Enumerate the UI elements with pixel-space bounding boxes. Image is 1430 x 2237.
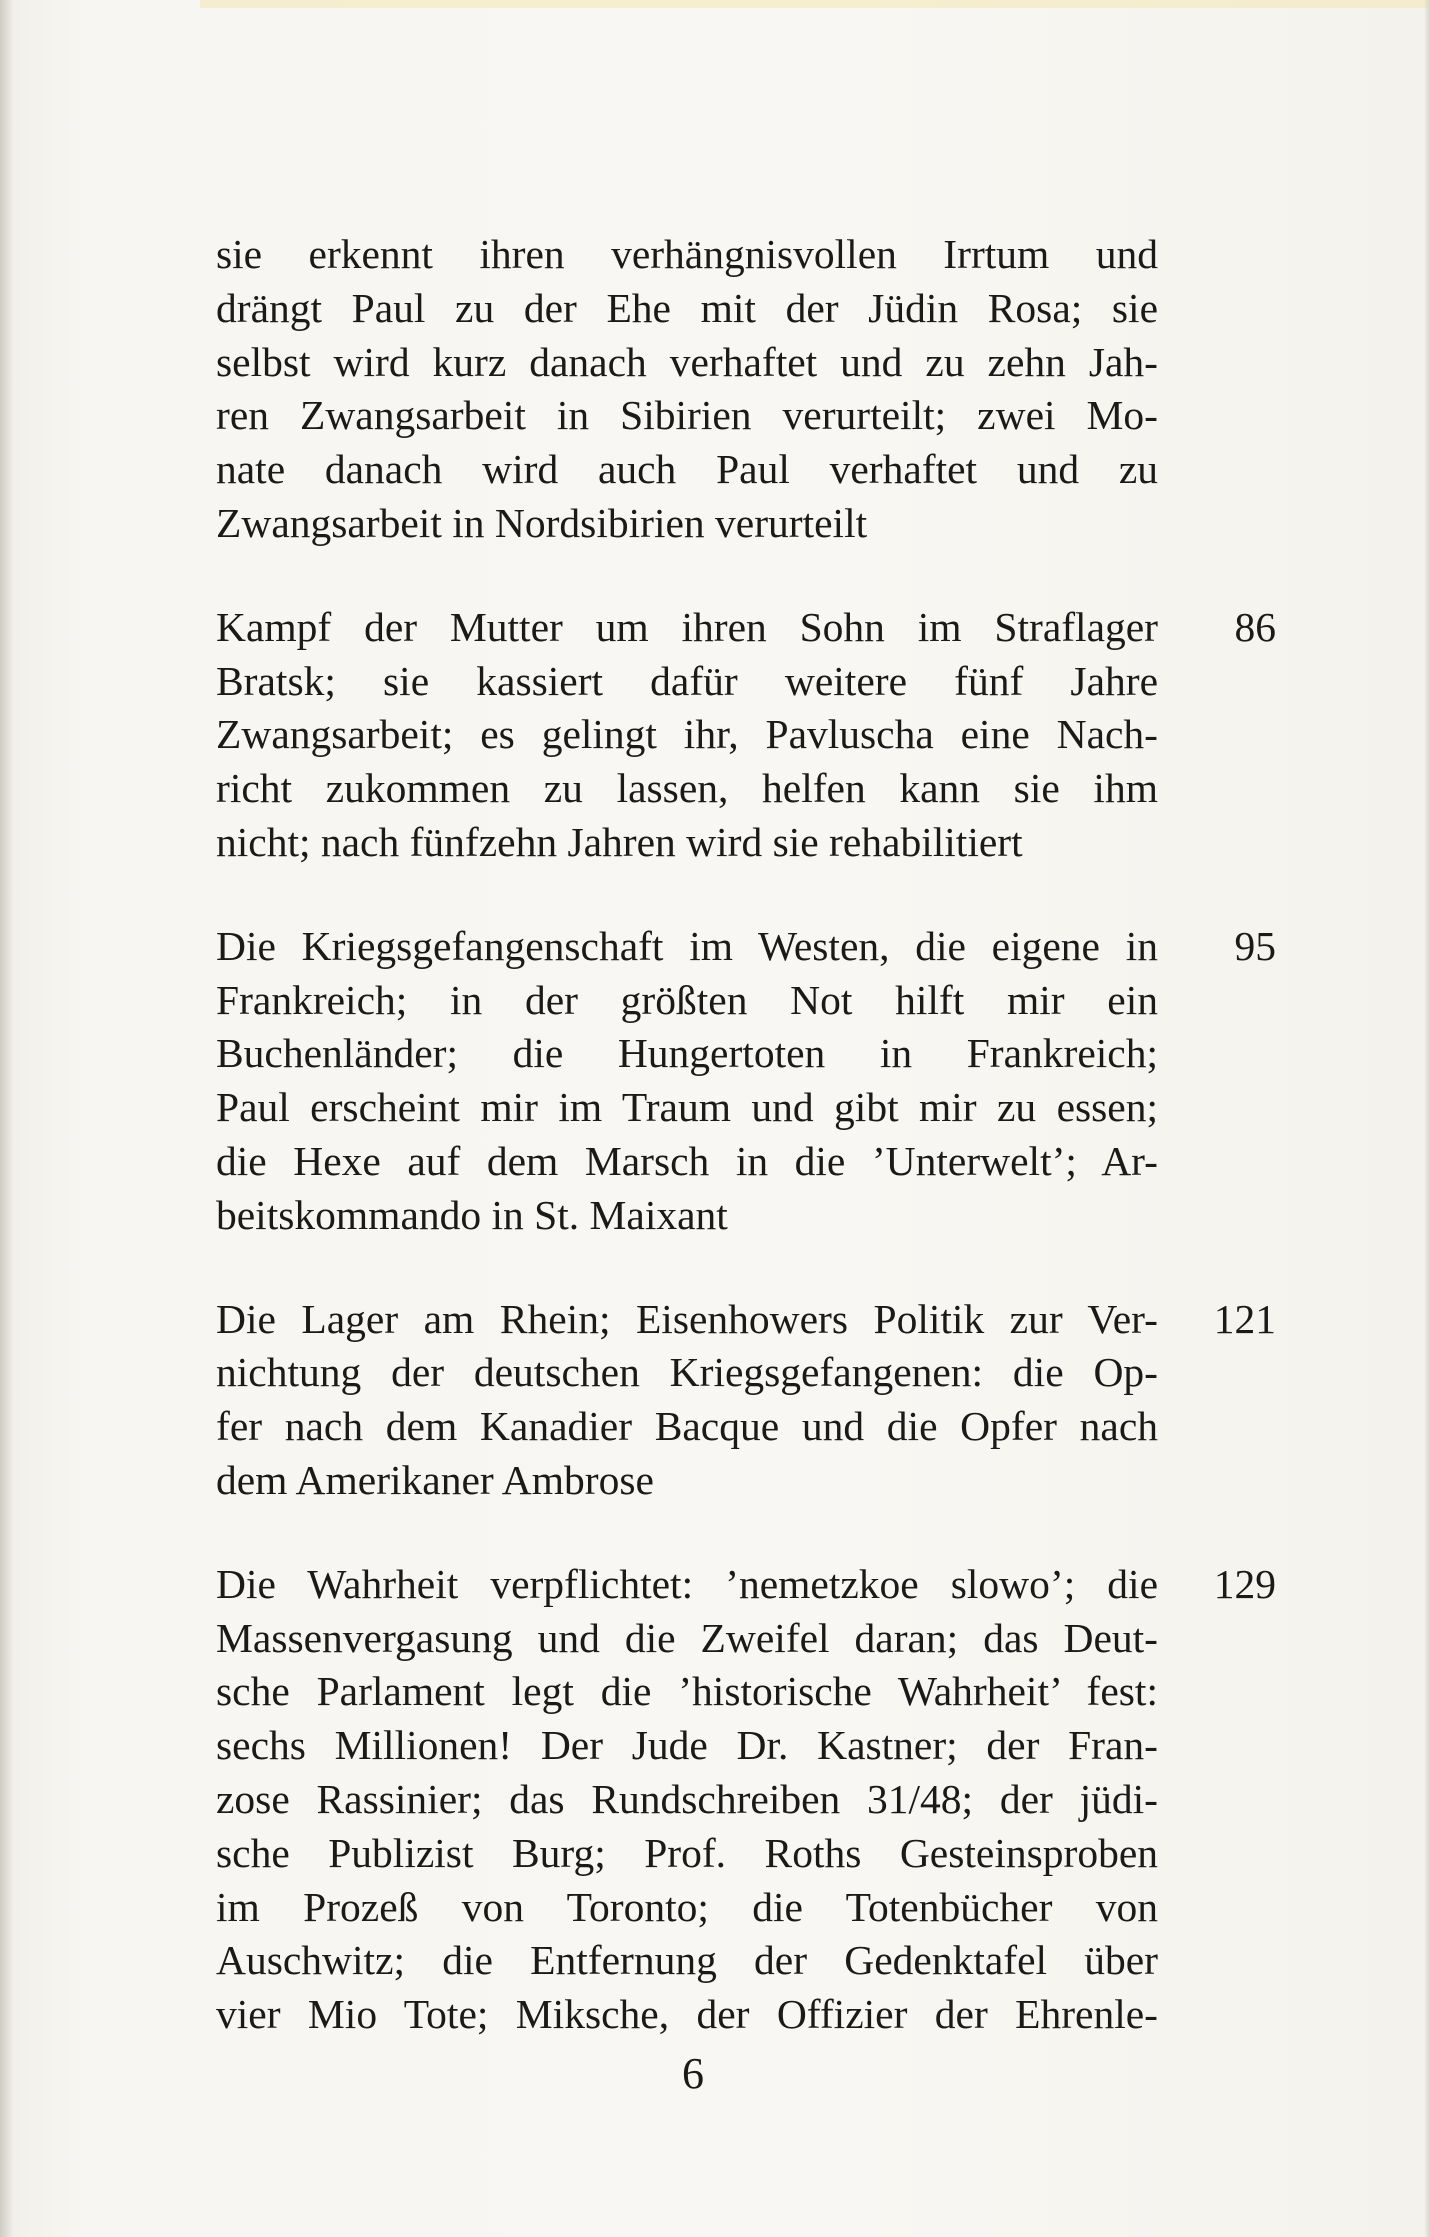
toc-entry-text [216, 228, 1158, 551]
text-line: ren Zwangsarbeit in Sibirien verurteilt; zwei Mo- [216, 392, 1158, 439]
toc-page-number: 95 [1234, 922, 1276, 969]
text-line: nate danach wird auch Paul verhaftet und zu [216, 446, 1158, 493]
page-number-label: 6 [682, 2049, 704, 2098]
text-line: Die Lager am Rhein; Eisenhowers Politik zur Ver- [216, 1295, 1158, 1342]
text-line: Bratsk; sie kassiert dafür weitere fünf Jahre [216, 657, 1158, 704]
text-line: Kampf der Mutter um ihren Sohn im Straflager [216, 603, 1158, 650]
text-line: fer nach dem Kanadier Bacque und die Opfer nach [216, 1403, 1158, 1450]
text-line: nicht; nach fünfzehn Jahren wird sie rehabilitiert [216, 818, 1023, 865]
text-line: dem Amerikaner Ambrose [216, 1456, 654, 1503]
page-right-edge [1424, 0, 1430, 2237]
text-line: Die Wahrheit verpflichtet: ’nemetzkoe slowo’; die [216, 1560, 1158, 1607]
text-line: Auschwitz; die Entfernung der Gedenktafel über [216, 1937, 1158, 1984]
text-line: richt zukommen zu lassen, helfen kann sie ihm [216, 765, 1158, 812]
text-line: Buchenländer; die Hungertoten in Frankreich; [216, 1030, 1158, 1077]
text-line: zose Rassinier; das Rundschreiben 31/48; der jüdi- [216, 1775, 1158, 1822]
text-line: sche Publizist Burg; Prof. Roths Gesteinsproben [216, 1829, 1158, 1876]
page-number [0, 2048, 1430, 2099]
text-line: sche Parlament legt die ’historische Wahrheit’ fest: [216, 1668, 1158, 1715]
text-line: Frankreich; in der größten Not hilft mir ein [216, 976, 1158, 1023]
text-line: Die Kriegsgefangenschaft im Westen, die eigene in [216, 922, 1158, 969]
text-line: die Hexe auf dem Marsch in die ’Unterwelt’; Ar- [216, 1137, 1158, 1184]
text-line: Zwangsarbeit in Nordsibirien verurteilt [216, 499, 868, 546]
text-line: Zwangsarbeit; es gelingt ihr, Pavluscha eine Nach- [216, 711, 1158, 758]
toc-entry [216, 1558, 1276, 2042]
toc-entry [216, 920, 1276, 1243]
toc-entry [216, 601, 1276, 870]
toc-page-number: 129 [1213, 1560, 1276, 1607]
table-of-contents [216, 228, 1276, 2092]
toc-page-number: 86 [1234, 603, 1276, 650]
toc-entry-text [216, 601, 1158, 870]
text-line: Massenvergasung und die Zweifel daran; das Deut- [216, 1614, 1158, 1661]
text-line: selbst wird kurz danach verhaftet und zu zehn Jah- [216, 338, 1158, 385]
toc-entry [216, 228, 1276, 551]
text-line: vier Mio Tote; Miksche, der Offizier der Ehrenle- [216, 1991, 1158, 2038]
text-line: sechs Millionen! Der Jude Dr. Kastner; der Fran- [216, 1722, 1158, 1769]
text-line: Paul erscheint mir im Traum und gibt mir zu essen; [216, 1084, 1158, 1131]
text-line: beitskommando in St. Maixant [216, 1191, 728, 1238]
page-top-edge [200, 0, 1430, 8]
text-line: sie erkennt ihren verhängnisvollen Irrtum und [216, 231, 1158, 277]
toc-entry [216, 1293, 1276, 1508]
toc-entry-text [216, 1558, 1158, 2042]
text-line: drängt Paul zu der Ehe mit der Jüdin Rosa; sie [216, 284, 1158, 331]
text-line: im Prozeß von Toronto; die Totenbücher von [216, 1883, 1158, 1930]
toc-page-number: 121 [1213, 1295, 1276, 1342]
text-line: nichtung der deutschen Kriegsgefangenen: die Op- [216, 1349, 1158, 1396]
toc-entry-text [216, 1293, 1158, 1508]
toc-entry-text [216, 920, 1158, 1243]
gutter-shadow [0, 0, 14, 2237]
